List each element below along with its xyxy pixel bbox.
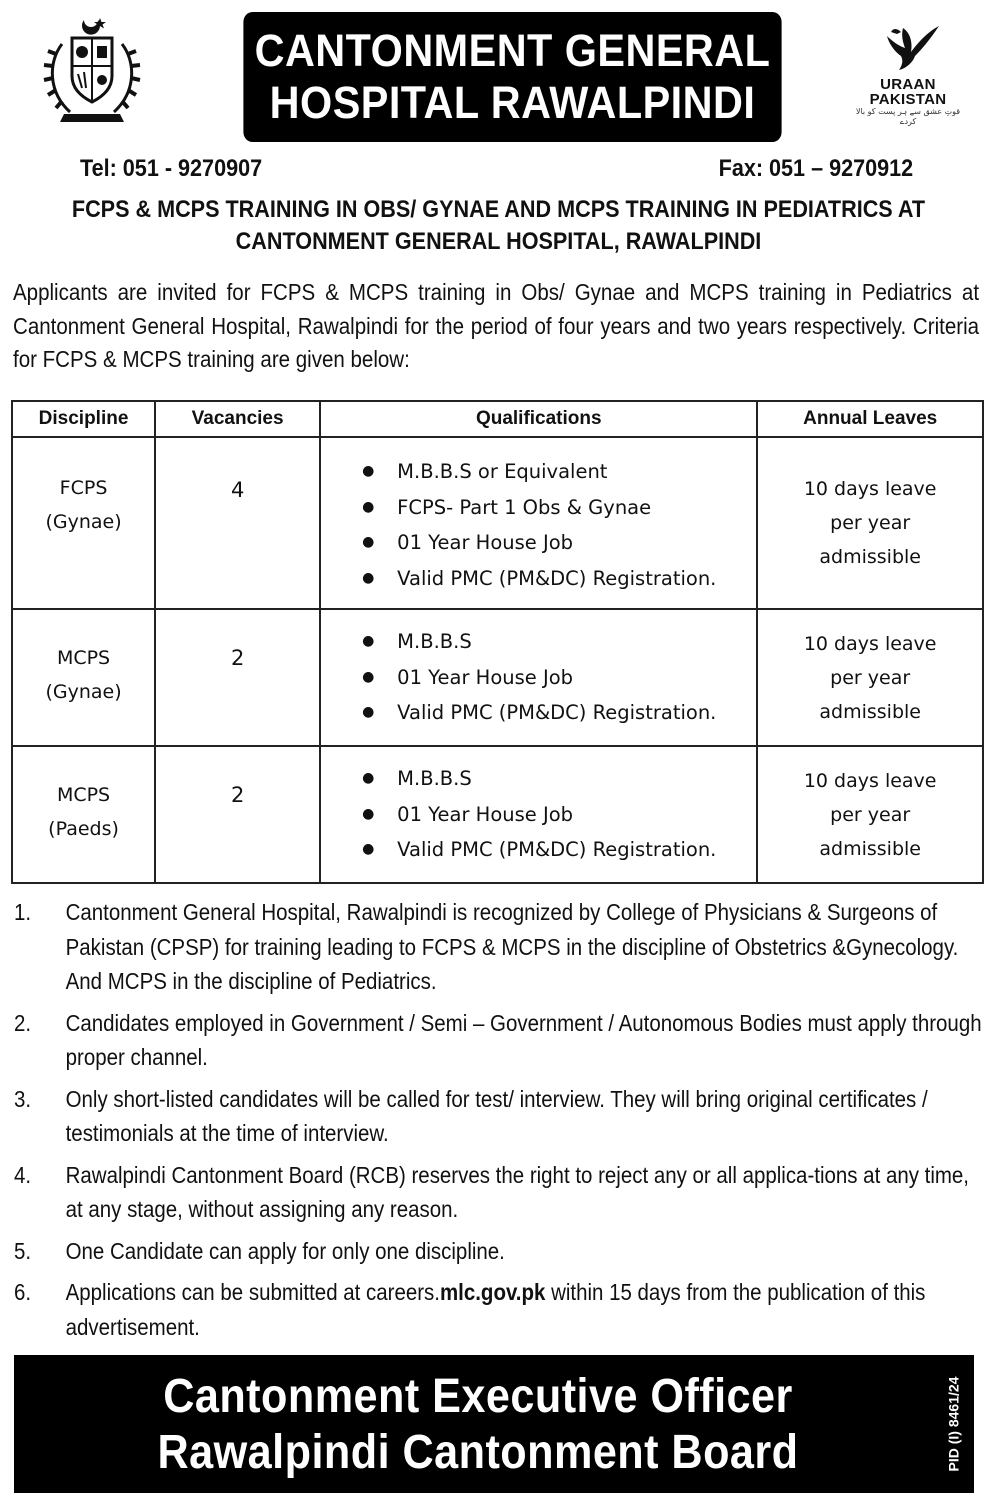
- list-item: ● M.B.B.S or Equivalent: [321, 454, 756, 490]
- vacancies-cell: [155, 609, 320, 746]
- qualifications-cell: [320, 746, 757, 883]
- footer-line1: Cantonment Executive Officer: [163, 1370, 793, 1423]
- leave-line: 10 days leave: [803, 633, 937, 655]
- header-annual-leaves: Annual Leaves: [757, 401, 983, 437]
- list-item: [14, 1006, 989, 1075]
- list-number: 5.: [14, 1237, 32, 1264]
- note-text-before-link: Applications can be submitted at careers.: [65, 1279, 440, 1305]
- leave-line: 10 days leave: [803, 770, 937, 792]
- bullet-icon: ●: [362, 668, 375, 685]
- leave-line: admissible: [819, 701, 921, 723]
- pid-number: [940, 1355, 966, 1493]
- headline-line1: FCPS & MCPS TRAINING IN OBS/ GYNAE AND MCPS TRAINING IN PEDIATRICS AT: [71, 196, 926, 223]
- list-item: [14, 895, 989, 999]
- footer-line2: Rawalpindi Cantonment Board: [157, 1426, 799, 1479]
- criteria-table: [11, 400, 984, 884]
- bullet-icon: ●: [362, 534, 375, 550]
- vacancies-count: 2: [230, 646, 245, 670]
- table-row: [12, 437, 983, 609]
- list-item: ● M.B.B.S: [321, 761, 756, 797]
- list-item: ● 01 Year House Job: [321, 525, 756, 561]
- annual-leaves-cell: [757, 437, 983, 609]
- annual-leaves-cell: [757, 609, 983, 746]
- uraan-pakistan-logo: [852, 22, 964, 134]
- bullet-icon: ●: [362, 633, 375, 649]
- list-item: [14, 1082, 989, 1151]
- note-text-after-link: within 15 days from the publication of this advertisement.: [65, 1279, 926, 1340]
- list-item: ● FCPS- Part 1 Obs & Gynae: [321, 490, 756, 526]
- list-item: ● 01 Year House Job: [321, 660, 756, 696]
- bullet-icon: ●: [362, 841, 375, 857]
- careers-website-link[interactable]: mlc.gov.pk: [439, 1279, 546, 1305]
- qualifications-cell: [320, 609, 757, 746]
- discipline-subject: (Gynae): [45, 681, 122, 703]
- pid-text: PID (I) 8461/24: [945, 1376, 961, 1472]
- discipline-cell: [12, 746, 155, 883]
- list-number: 4.: [14, 1161, 32, 1188]
- leave-line: admissible: [819, 838, 921, 860]
- annual-leaves-cell: [757, 746, 983, 883]
- discipline-name: FCPS: [59, 477, 108, 499]
- vacancies-count: 4: [230, 478, 245, 502]
- discipline-cell: [12, 437, 155, 609]
- uraan-brand-line2: PAKISTAN: [869, 91, 947, 108]
- uraan-brand-line1: URAAN: [880, 76, 936, 93]
- list-item: ● 01 Year House Job: [321, 797, 756, 833]
- table-row: [12, 746, 983, 883]
- list-number: 6.: [14, 1279, 32, 1305]
- vacancies-cell: [155, 437, 320, 609]
- leave-line: 10 days leave: [803, 478, 937, 500]
- note-text: One Candidate can apply for only one discipline.: [65, 1237, 505, 1264]
- fax: Fax: 051 – 9270912: [718, 155, 913, 182]
- hospital-title-line2: HOSPITAL RAWALPINDI: [269, 77, 756, 128]
- qualifications-cell: [320, 437, 757, 609]
- list-item: [14, 1275, 989, 1344]
- note-text: Cantonment General Hospital, Rawalpindi is recognized by College of Physicians & Surgeons of Pakistan (CPSP) for training leading to FCPS & MCPS in the discipline of Obstetrics &Gynecology. And MCPS in the discipline of Pediatrics.: [65, 899, 959, 994]
- header-discipline: Discipline: [12, 401, 155, 437]
- bullet-icon: ●: [362, 805, 375, 822]
- leave-line: per year: [830, 512, 911, 534]
- bullet-icon: ●: [362, 498, 375, 515]
- header-qualifications: Qualifications: [320, 401, 757, 437]
- state-emblem-icon: [40, 14, 144, 126]
- list-number: 3.: [14, 1085, 32, 1112]
- state-emblem: [40, 14, 144, 126]
- bullet-icon: ●: [362, 463, 375, 479]
- note-text: Only short-listed candidates will be called for test/ interview. They will bring original certificates / testimonials at the time of interview.: [65, 1085, 928, 1146]
- discipline-name: MCPS: [56, 647, 111, 669]
- bullet-icon: ●: [362, 569, 375, 586]
- advertisement-headline: [50, 194, 947, 258]
- hospital-title: [243, 12, 781, 142]
- vacancies-cell: [155, 746, 320, 883]
- discipline-cell: [12, 609, 155, 746]
- leave-line: per year: [830, 804, 911, 826]
- discipline-name: MCPS: [56, 784, 111, 806]
- uraan-tagline: قوتِ عشق سے ہر پست کو بالا کردے: [855, 107, 961, 126]
- hospital-title-line1: CANTONMENT GENERAL: [254, 25, 771, 76]
- leave-line: per year: [830, 667, 911, 689]
- intro-paragraph: Applicants are invited for FCPS & MCPS training in Obs/ Gynae and MCPS training in Pediatrics at Cantonment General Hospital, Rawalpindi for the period of four years and two years respectively. Criteria for FCPS & MCPS training are given below:: [13, 279, 980, 372]
- note-text: Candidates employed in Government / Semi – Government / Autonomous Bodies must apply through proper channel.: [65, 1009, 982, 1070]
- discipline-subject: (Paeds): [48, 818, 119, 840]
- vacancies-count: 2: [230, 783, 245, 807]
- header-vacancies: Vacancies: [155, 401, 320, 437]
- table-row: [12, 609, 983, 746]
- terms-list: [14, 895, 989, 1351]
- list-item: ● Valid PMC (PM&DC) Registration.: [321, 832, 756, 868]
- telephone: Tel: 051 - 9270907: [80, 155, 263, 182]
- bullet-icon: ●: [362, 770, 375, 786]
- leave-line: admissible: [819, 546, 921, 568]
- note-text: Rawalpindi Cantonment Board (RCB) reserves the right to reject any or all applica-tions at any time, at any stage, without assigning any reason.: [65, 1161, 969, 1222]
- list-number: 1.: [14, 899, 32, 925]
- signature-footer: [14, 1355, 974, 1493]
- list-item: ● Valid PMC (PM&DC) Registration.: [321, 695, 756, 731]
- list-item: ● Valid PMC (PM&DC) Registration.: [321, 561, 756, 597]
- list-item: [14, 1158, 989, 1227]
- headline-line2: CANTONMENT GENERAL HOSPITAL, RAWALPINDI: [235, 228, 762, 255]
- list-item: ● M.B.B.S: [321, 624, 756, 660]
- table-header-row: [12, 401, 983, 437]
- bullet-icon: ●: [362, 704, 375, 720]
- list-item: [14, 1234, 989, 1269]
- discipline-subject: (Gynae): [45, 511, 122, 533]
- falcon-icon: [873, 22, 943, 72]
- list-number: 2.: [14, 1009, 32, 1036]
